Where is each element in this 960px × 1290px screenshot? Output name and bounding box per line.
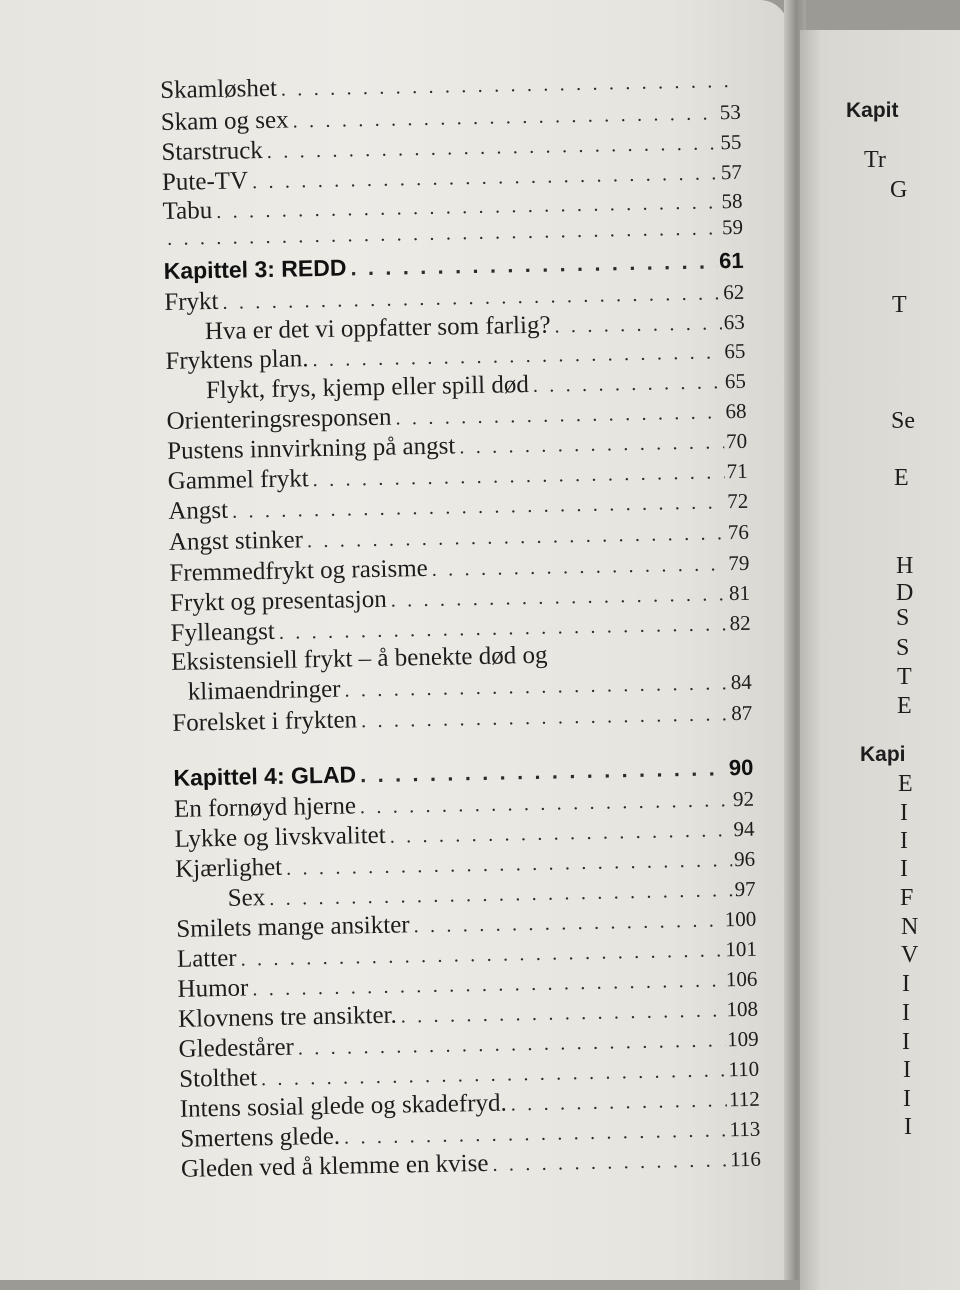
right-page-entry: S <box>896 636 909 660</box>
right-page-entry: I <box>904 1115 912 1139</box>
right-page-entry: E <box>898 772 913 796</box>
toc-page-number: 113 <box>727 1119 760 1141</box>
right-page-entry: I <box>900 857 908 881</box>
toc-page-number: 76 <box>726 522 749 543</box>
toc-dot-leader <box>390 820 732 847</box>
toc-page-number: 87 <box>729 703 752 724</box>
toc-dot-leader <box>312 342 722 370</box>
right-page-entry: I <box>903 1087 911 1111</box>
toc-page-number: 112 <box>727 1089 760 1111</box>
right-page-entry: I <box>902 1030 910 1054</box>
right-page-entry: E <box>894 466 909 490</box>
toc-dot-leader <box>360 790 731 817</box>
toc-entry <box>172 700 752 736</box>
toc-entry-title: En fornøyd hjerne <box>174 793 360 822</box>
right-page-entry: S <box>896 606 909 630</box>
toc-entry-title: Pute-TV <box>162 168 253 195</box>
toc-entry-title: Forelsket i frykten <box>172 707 361 736</box>
right-page-entry: I <box>902 972 910 996</box>
toc-dot-leader <box>167 218 720 249</box>
right-page-entry: N <box>901 915 918 939</box>
toc-dot-leader <box>413 910 723 936</box>
toc-entry-title: Gledestårer <box>178 1035 298 1062</box>
toc-dot-leader <box>267 133 719 162</box>
toc-dot-leader <box>361 704 730 731</box>
toc-dot-leader <box>252 970 724 999</box>
toc-entry-title: Sex <box>176 885 270 912</box>
toc-chapter-heading <box>173 756 753 790</box>
toc-entry-title: Fylleangst <box>170 619 279 646</box>
toc-entry-title: Pustens innvirkning på angst <box>167 433 460 464</box>
toc-dot-leader <box>511 1090 728 1114</box>
toc-entry-title: Fremmedfrykt og rasisme <box>169 556 432 586</box>
right-page-entry: H <box>896 554 913 578</box>
toc-page-number: 65 <box>723 371 746 392</box>
toc-entry-title: Kapittel 4: GLAD <box>173 763 360 790</box>
right-page-entry: I <box>900 801 908 825</box>
toc-page-number: 71 <box>724 461 747 482</box>
toc-dot-leader <box>344 673 729 700</box>
toc-dot-leader <box>240 940 723 969</box>
toc-entry-title: Flykt, frys, kjemp eller spill død <box>166 372 533 404</box>
toc-entry-title: Frykt og presentasjon <box>170 587 391 616</box>
right-page-entry: E <box>897 694 912 718</box>
toc-entry-title: Hva er det vi oppfatter som farlig? <box>165 312 555 344</box>
toc-dot-leader <box>533 372 723 396</box>
toc-entry-title: Intens sosial glede og skadefryd. <box>180 1090 511 1121</box>
toc-entry-title: Angst stinker <box>169 527 307 555</box>
toc-page-number: 110 <box>726 1059 759 1081</box>
toc-page-number: 72 <box>725 491 748 512</box>
right-page-entry: F <box>900 886 913 910</box>
toc-chapter-heading <box>163 249 743 283</box>
toc-entry-title: Orienteringsresponsen <box>166 405 395 434</box>
toc-entry-title: Tabu <box>162 198 216 224</box>
toc-page-number: 58 <box>719 191 742 212</box>
toc-page-number: 53 <box>718 102 741 123</box>
toc-entry-title: Klovnens tre ansikter. <box>178 1003 401 1032</box>
toc-page-number: 82 <box>727 613 750 634</box>
toc-dot-leader <box>286 850 732 879</box>
toc-page-number: 55 <box>718 132 741 153</box>
toc-dot-leader <box>232 492 726 521</box>
toc-entry-title: Kapittel 3: REDD <box>163 256 350 283</box>
right-book-page <box>800 30 960 1290</box>
toc-dot-leader <box>261 1060 727 1089</box>
right-page-entry: Tr <box>864 148 886 172</box>
toc-page-number: 109 <box>725 1029 759 1051</box>
right-page-entry: D <box>896 581 913 605</box>
toc-dot-leader <box>344 1120 728 1147</box>
toc-dot-leader <box>554 313 722 336</box>
toc-dot-leader <box>350 250 717 279</box>
toc-page-number: 62 <box>721 282 744 303</box>
toc-page-number: 65 <box>722 341 745 362</box>
toc-page-number: 81 <box>727 583 750 604</box>
toc-dot-leader <box>281 71 739 100</box>
toc-entry-title: Latter <box>177 946 241 972</box>
right-page-entry: G <box>890 178 907 202</box>
toc-dot-leader <box>459 432 724 457</box>
toc-entry-title: Starstruck <box>161 138 267 165</box>
right-page-entry: V <box>901 943 918 967</box>
toc-entry-title: Kjærlighet <box>175 855 286 882</box>
right-page-entry: Se <box>891 409 915 433</box>
toc-page-number: 97 <box>732 879 755 900</box>
right-page-entry: T <box>897 665 912 689</box>
right-page-entry: I <box>902 1001 910 1025</box>
toc-page-number: 116 <box>728 1149 761 1171</box>
toc-page-number: 106 <box>724 969 758 991</box>
toc-dot-leader <box>292 103 718 131</box>
right-page-entry: T <box>892 293 907 317</box>
toc-dot-leader <box>252 163 719 192</box>
toc-page-number: 63 <box>722 312 745 333</box>
toc-page-number: 108 <box>724 999 758 1021</box>
toc-page-number: 90 <box>727 757 754 780</box>
toc-page-number: 84 <box>729 672 752 693</box>
toc-dot-leader <box>395 402 723 428</box>
toc-entry-title: Gleden ved å klemme en kvise <box>181 1151 493 1182</box>
toc-dot-leader <box>269 880 733 909</box>
right-page-entry: I <box>903 1058 911 1082</box>
toc-entry-title: klimaendringer <box>172 677 345 705</box>
toc-dot-leader <box>298 1030 726 1058</box>
toc-entry-title: Skam og sex <box>161 107 293 135</box>
right-page-entry: I <box>900 829 908 853</box>
toc-dot-leader <box>360 757 727 786</box>
toc-page-number: 57 <box>719 162 742 183</box>
toc-page-number: 101 <box>723 939 757 961</box>
toc-page-number: 70 <box>724 431 747 452</box>
toc-entry-title: Angst <box>168 498 232 524</box>
toc-page-number: 59 <box>720 217 743 238</box>
toc-page-number: 94 <box>731 819 754 840</box>
toc-dot-leader <box>312 462 724 490</box>
toc-page-number: 61 <box>717 250 744 273</box>
toc-dot-leader <box>216 192 720 222</box>
toc-dot-leader <box>222 283 721 313</box>
right-page-chapter-heading: Kapi <box>860 744 906 765</box>
toc-entry-title: Stolthet <box>179 1065 261 1092</box>
toc-entry-title: Frykt <box>164 289 223 315</box>
toc-dot-leader <box>307 523 726 551</box>
toc-page-number: 79 <box>726 553 749 574</box>
table-of-contents <box>160 66 760 78</box>
toc-dot-leader <box>391 584 728 610</box>
toc-entry-title: Smertens glede. <box>180 1124 344 1152</box>
right-page-chapter-heading: Kapit <box>846 100 899 121</box>
toc-entry <box>169 519 749 555</box>
toc-page-number: 100 <box>723 909 757 931</box>
toc-dot-leader <box>401 1000 725 1026</box>
toc-entry-title: Lykke og livskvalitet <box>174 823 390 852</box>
toc-entry-title: Gammel frykt <box>168 466 313 494</box>
toc-entry-title: Smilets mange ansikter <box>176 912 414 942</box>
toc-dot-leader <box>492 1150 728 1175</box>
toc-dot-leader <box>432 554 727 580</box>
toc-entry <box>160 67 740 103</box>
toc-entry-title: Fryktens plan. <box>165 346 312 374</box>
toc-page-number: 96 <box>732 849 755 870</box>
toc-entry-title: Eksistensiell frykt – å benekte død og <box>171 643 552 675</box>
toc-page-number: 92 <box>731 789 754 810</box>
toc-entry-title: Humor <box>177 975 252 1001</box>
toc-page-number: 68 <box>723 401 746 422</box>
toc-dot-leader <box>279 614 728 643</box>
toc-entry-title: Skamløshet <box>160 76 281 103</box>
